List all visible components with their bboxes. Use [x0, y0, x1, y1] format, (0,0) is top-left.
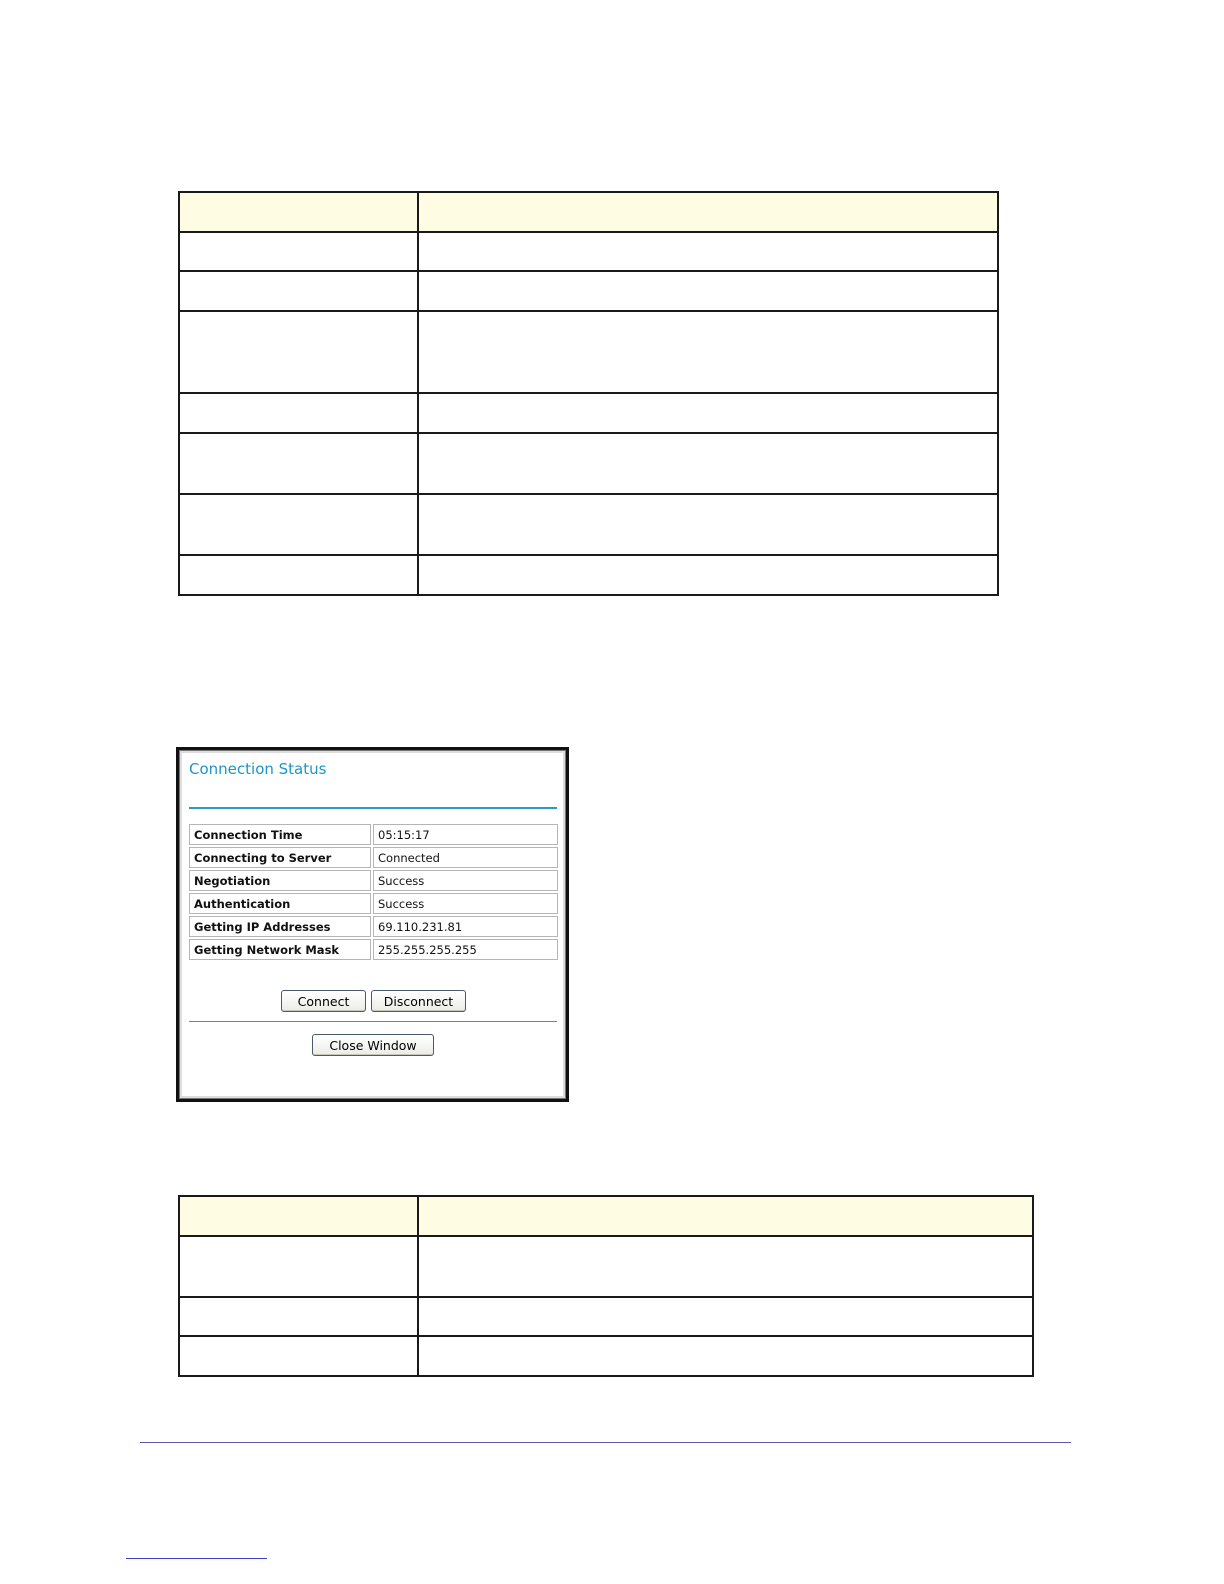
status-row-network-mask	[189, 939, 558, 960]
table-row	[179, 433, 998, 494]
table-cell	[418, 311, 998, 393]
table-row	[179, 1236, 1033, 1297]
status-label: Connection Time	[189, 824, 371, 845]
settings-table-2	[178, 1195, 1034, 1377]
table-cell	[179, 1336, 418, 1376]
table-header-cell	[179, 192, 418, 232]
footer-divider	[140, 1442, 1071, 1443]
table-cell	[418, 1336, 1033, 1376]
status-row-authentication	[189, 893, 558, 914]
connection-status-table	[187, 822, 560, 962]
table-cell	[418, 555, 998, 595]
table-cell	[418, 232, 998, 271]
status-value: 69.110.231.81	[373, 916, 558, 937]
status-value: Success	[373, 893, 558, 914]
status-value: 255.255.255.255	[373, 939, 558, 960]
status-label: Getting Network Mask	[189, 939, 371, 960]
table-cell	[179, 1297, 418, 1336]
table-header-cell	[418, 192, 998, 232]
table-cell	[418, 433, 998, 494]
buttons-divider	[189, 1021, 557, 1022]
table-cell	[179, 1236, 418, 1297]
table-cell	[179, 393, 418, 433]
table-cell	[179, 555, 418, 595]
table-cell	[179, 494, 418, 555]
status-row-connecting-to-server	[189, 847, 558, 868]
table-row	[179, 311, 998, 393]
table-cell	[179, 232, 418, 271]
status-label: Authentication	[189, 893, 371, 914]
table-cell	[179, 433, 418, 494]
table-header-row	[179, 192, 998, 232]
status-label: Negotiation	[189, 870, 371, 891]
footer-link-underline[interactable]	[126, 1558, 267, 1559]
table-cell	[418, 1297, 1033, 1336]
status-label: Connecting to Server	[189, 847, 371, 868]
status-value: 05:15:17	[373, 824, 558, 845]
table-header-cell	[179, 1196, 418, 1236]
table-cell	[418, 271, 998, 311]
table-cell	[418, 1236, 1033, 1297]
table-row	[179, 232, 998, 271]
table-row	[179, 393, 998, 433]
table-cell	[179, 271, 418, 311]
table-header-cell	[418, 1196, 1033, 1236]
table-row	[179, 494, 998, 555]
table-row	[179, 555, 998, 595]
table-cell	[418, 393, 998, 433]
connection-status-window	[176, 747, 569, 1102]
status-value: Success	[373, 870, 558, 891]
status-label: Getting IP Addresses	[189, 916, 371, 937]
connect-button[interactable]: Connect	[281, 990, 366, 1012]
status-value: Connected	[373, 847, 558, 868]
connection-status-title: Connection Status	[189, 760, 327, 778]
disconnect-button[interactable]: Disconnect	[371, 990, 466, 1012]
close-window-button[interactable]: Close Window	[312, 1034, 434, 1056]
status-row-ip-addresses	[189, 916, 558, 937]
table-header-row	[179, 1196, 1033, 1236]
table-row	[179, 1297, 1033, 1336]
table-cell	[418, 494, 998, 555]
table-row	[179, 1336, 1033, 1376]
status-row-connection-time	[189, 824, 558, 845]
settings-table-1	[178, 191, 999, 596]
status-row-negotiation	[189, 870, 558, 891]
table-row	[179, 271, 998, 311]
title-divider	[189, 807, 557, 809]
table-cell	[179, 311, 418, 393]
